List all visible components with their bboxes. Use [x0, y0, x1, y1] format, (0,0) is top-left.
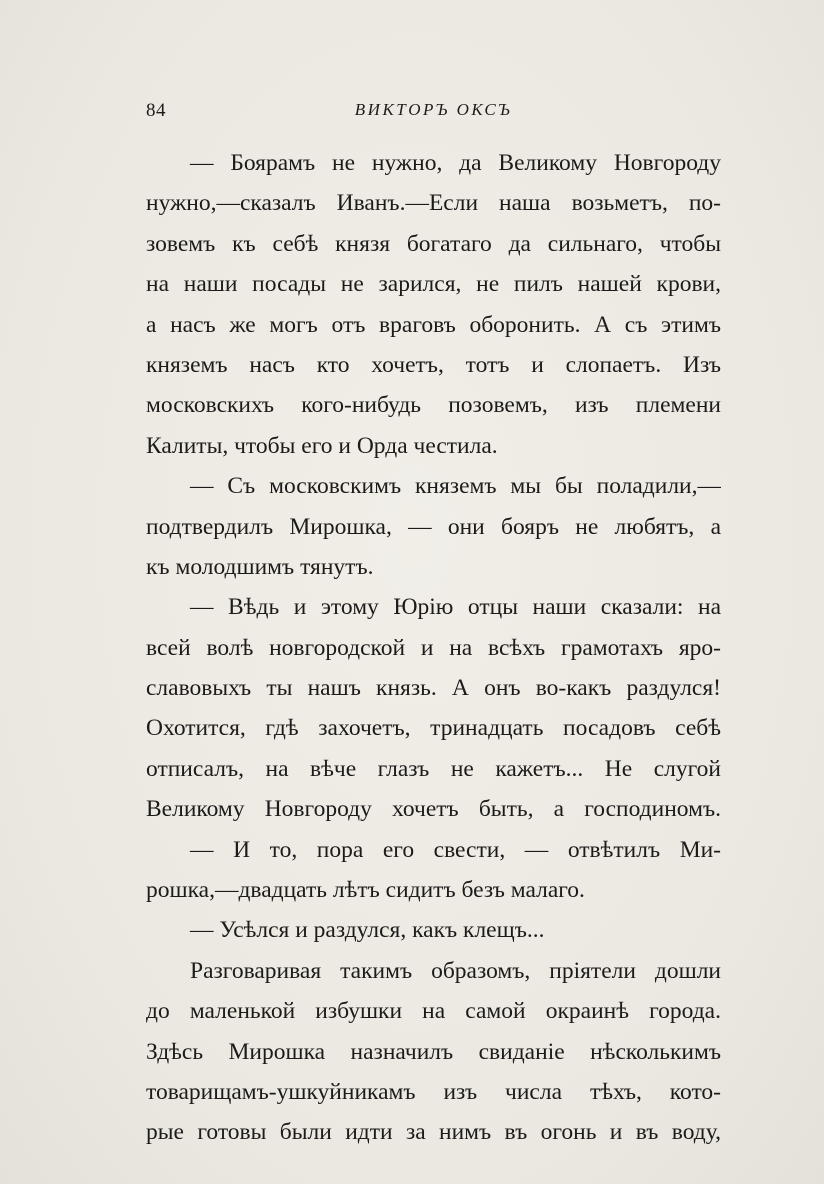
text-line: всей волѣ новгородской и на всѣхъ грамотахъ яро-: [146, 634, 721, 661]
text-line: Здѣсь Мирошка назначилъ свиданіе нѣсколькимъ: [146, 1038, 721, 1065]
text-line: — И то, пора его свести, — отвѣтилъ Ми-: [190, 836, 721, 863]
text-line: — Боярамъ не нужно, да Великому Новгороду: [190, 150, 721, 176]
text-line: нужно,—сказалъ Иванъ.—Если наша возьметъ, по-: [146, 190, 721, 217]
text-line: княземъ насъ кто хочетъ, тотъ и слопаетъ. Изъ: [146, 351, 721, 378]
text-line: — Вѣдь и этому Юрію отцы наши сказали: на: [190, 594, 721, 621]
page-number: 84: [146, 100, 166, 121]
text-line: Охотится, гдѣ захочетъ, тринадцать посадовъ себѣ: [146, 715, 721, 742]
text-line: Разговаривая такимъ образомъ, пріятели дошли: [190, 957, 721, 984]
text-line: Великому Новгороду хочетъ быть, а господиномъ.: [146, 796, 721, 823]
text-line: — Съ московскимъ княземъ мы бы поладили,—: [190, 473, 721, 500]
text-line: на наши посады не зарился, не пилъ нашей крови,: [146, 271, 721, 298]
text-line: до маленькой избушки на самой окраинѣ города.: [146, 998, 721, 1025]
text-line: Калиты, чтобы его и Орда честила.: [146, 432, 498, 459]
text-line: рошка,—двадцать лѣтъ сидитъ безъ малаго.: [146, 877, 585, 904]
text-line: зовемъ къ себѣ князя богатаго да сильнаго, чтобы: [146, 230, 721, 257]
text-line: московскихъ кого-нибудь позовемъ, изъ племени: [146, 392, 721, 419]
text-line: товарищамъ-ушкуйникамъ изъ числа тѣхъ, кото-: [146, 1078, 721, 1105]
page-header: [146, 100, 721, 130]
text-line: подтвердилъ Мирошка, — они бояръ не любятъ, а: [146, 513, 721, 540]
text-line: къ молодшимъ тянутъ.: [146, 553, 374, 580]
text-line: рые готовы были идти за нимъ въ огонь и въ воду,: [146, 1119, 721, 1146]
text-line: — Усѣлся и раздулся, какъ клещъ...: [190, 917, 545, 944]
body-text: [146, 143, 721, 1153]
running-title: ВИКТОРЪ ОКСЪ: [354, 100, 513, 119]
text-line: отписалъ, на вѣче глазъ не кажетъ... Не слугой: [146, 755, 721, 782]
text-line: а насъ же могъ отъ враговъ оборонить. А съ этимъ: [146, 311, 721, 338]
text-line: славовыхъ ты нашъ князь. А онъ во-какъ раздулся!: [146, 675, 721, 702]
